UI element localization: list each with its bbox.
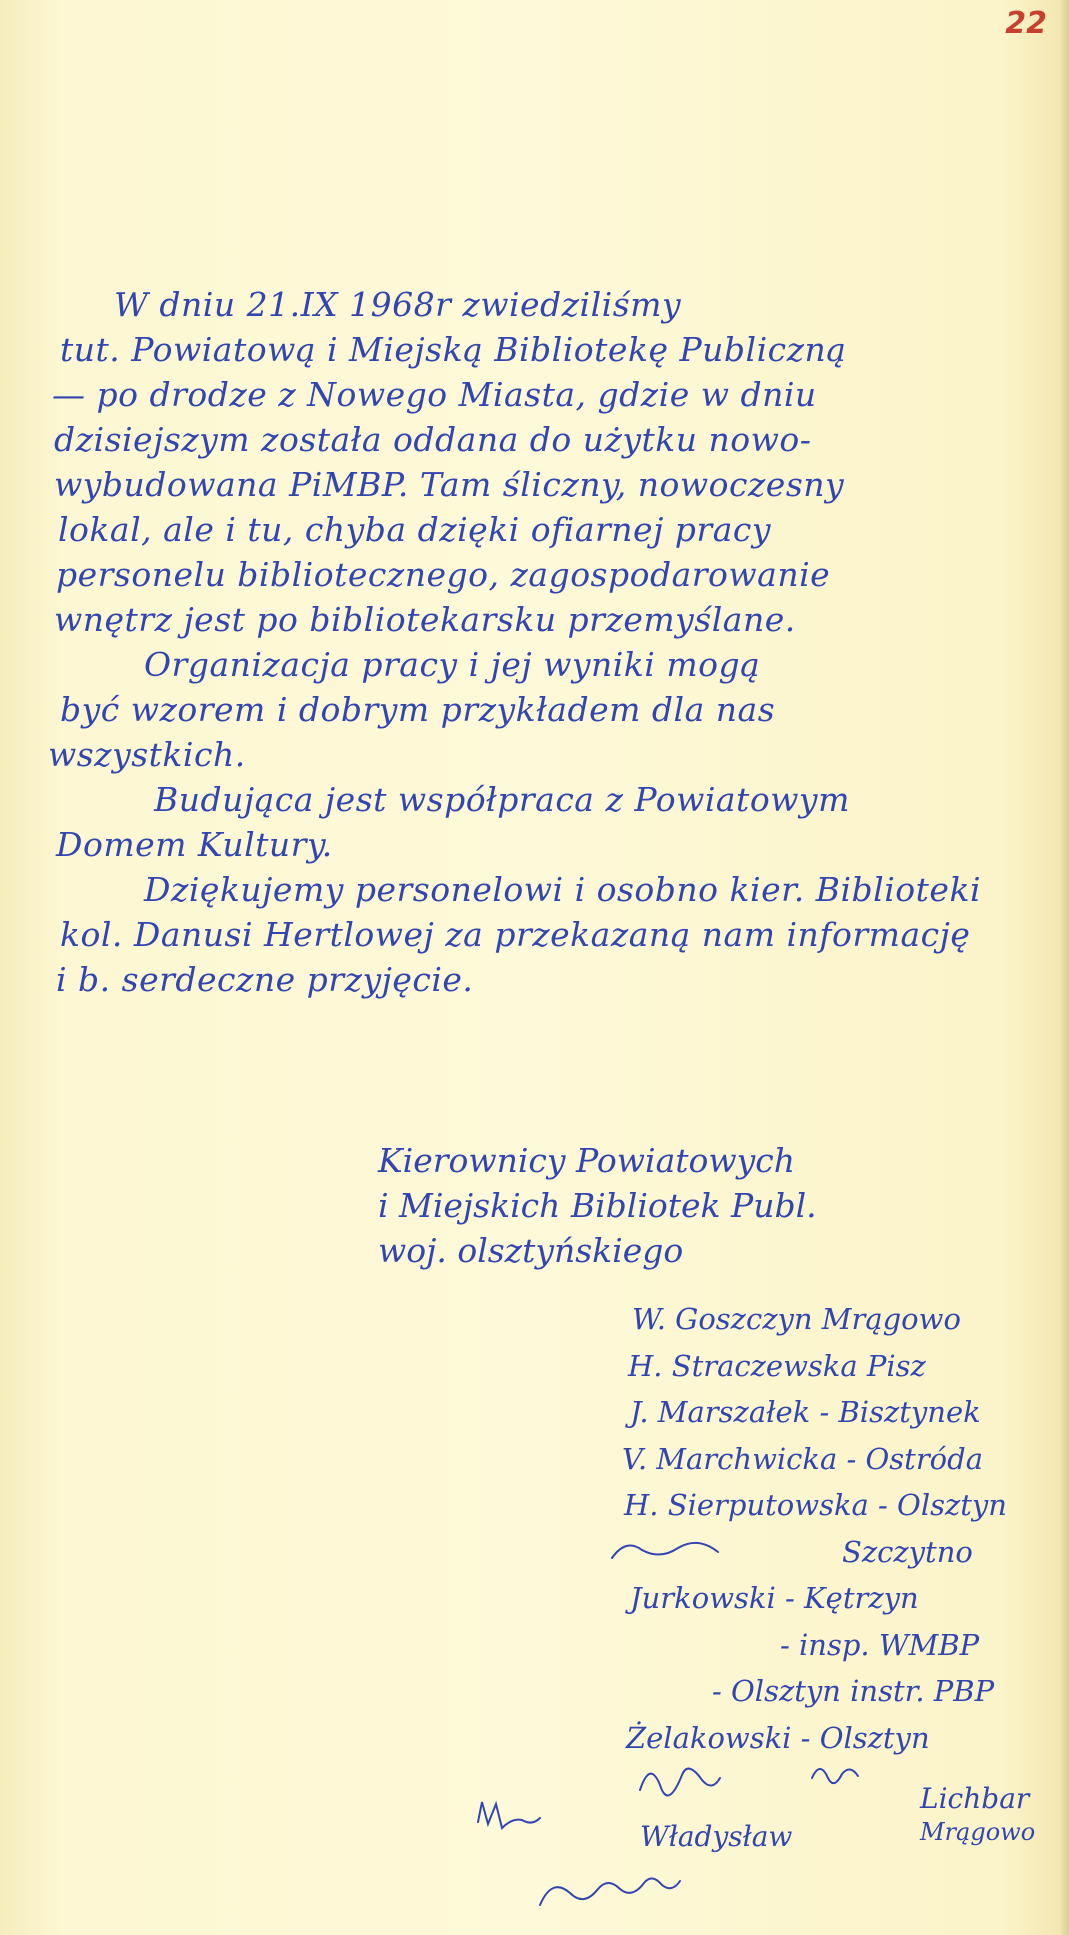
signature: Jurkowski - Kętrzyn [630,1581,919,1615]
signature: H. Sierputowska - Olsztyn [624,1488,1007,1522]
handwritten-body [48,282,1047,1002]
body-line: być wzorem i dobrym przykładem dla nas [60,690,776,729]
body-line: personelu bibliotecznego, zagospodarowanie [56,555,831,594]
body-line: tut. Powiatową i Miejską Bibliotekę Publiczną [60,330,847,369]
body-line: Organizacja pracy i jej wyniki mogą [144,645,761,684]
heading-line: i Miejskich Bibliotek Publ. [378,1186,817,1225]
signature-scribble [640,1769,720,1796]
body-line: wybudowana PiMBP. Tam śliczny, nowoczesny [54,465,845,504]
signature: H. Straczewska Pisz [628,1348,926,1383]
signature: J. Marszałek - Bisztynek [630,1395,981,1429]
body-line: lokal, ale i tu, chyba dzięki ofiarnej pracy [58,510,772,549]
body-line: Domem Kultury. [56,825,333,864]
signature: Władysław [640,1820,793,1853]
signature-scribble [478,1802,540,1828]
signatories-heading [378,1138,817,1273]
signature-scribble [812,1769,858,1783]
signature: W. Goszczyn Mrągowo [632,1302,961,1336]
page-number: 22 [1005,6,1047,41]
body-line: i b. serdeczne przyjęcie. [56,960,474,999]
signature: - Olsztyn instr. PBP [712,1674,995,1708]
body-line: Budująca jest współpraca z Powiatowym [154,780,850,819]
signature-scribble [540,1878,680,1905]
page-edge-shadow [1059,0,1069,1935]
body-line: dzisiejszym została oddana do użytku nowo- [54,420,812,459]
signature: V. Marchwicka - Ostróda [622,1441,983,1476]
signature: Żelakowski - Olsztyn [626,1720,930,1755]
body-line: W dniu 21.IX 1968r zwiedziliśmy [114,285,682,324]
body-line: Dziękujemy personelowi i osobno kier. Biblioteki [144,870,981,909]
signature: Lichbar [920,1782,1030,1815]
body-line: — po drodze z Nowego Miasta, gdzie w dniu [52,375,817,414]
body-line: wszystkich. [48,735,246,774]
signature: - insp. WMBP [780,1627,980,1662]
heading-line: woj. olsztyńskiego [378,1231,684,1270]
signature: Szczytno [842,1534,973,1569]
body-line: wnętrz jest po bibliotekarsku przemyślane. [54,600,796,639]
body-line: kol. Danusi Hertlowej za przekazaną nam informację [60,915,971,954]
signature-list [622,1296,1007,1761]
signature: Mrągowo [920,1818,1036,1846]
heading-line: Kierownicy Powiatowych [378,1141,796,1180]
